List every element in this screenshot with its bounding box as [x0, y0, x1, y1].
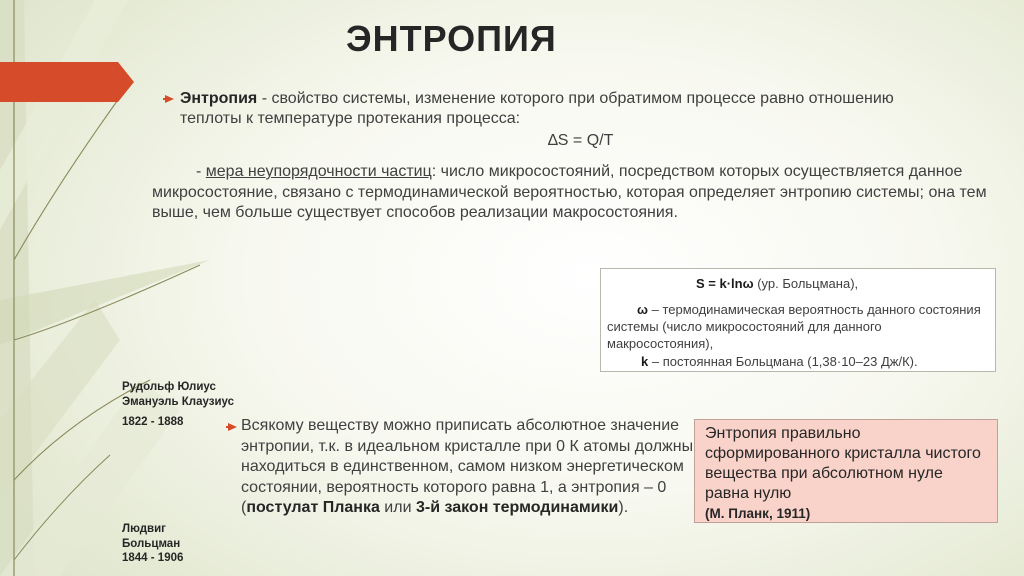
person-name: Людвиг Больцман	[122, 523, 181, 550]
boltzmann-formula: S = k·lnω	[696, 276, 754, 291]
person-years: 1844 - 1906	[122, 552, 184, 564]
arrow-bullet-icon	[165, 95, 174, 103]
planck-text: Всякому веществу можно приписать абсолютное значение энтропии, т.к. в идеальном кристалле при 0 К атомы должны находиться в единственном, самом низком энергетическом состоянии, вероятность которого равна 1, а энтропия – 0 (	[241, 417, 694, 516]
second-meaning-underlined: мера неупорядочности частиц	[205, 163, 432, 180]
boltzmann-equation-box	[600, 268, 996, 372]
planck-citation: (М. Планк, 1911)	[705, 506, 811, 521]
k-symbol: k	[641, 354, 649, 369]
third-law-term: 3-й закон термодинамики	[415, 499, 619, 516]
planck-end: ).	[618, 499, 629, 516]
definition-term: Энтропия	[180, 90, 258, 107]
boltzmann-formula-caption: (ур. Больцмана),	[753, 276, 859, 291]
k-text: – постоянная Больцмана (1,38·10–23 Дж/К).	[648, 354, 918, 369]
arrow-bullet-icon	[228, 423, 237, 431]
planck-postulate-paragraph	[241, 416, 701, 519]
boltzmann-formula-line	[696, 275, 858, 292]
planck-statement: Энтропия правильно сформированного кристалла чистого вещества при абсолютном нуле равна нулю	[705, 425, 981, 502]
second-meaning-text: : число микросостояний, посредством которых осуществляется данное микросостояние, связано с термодинамической вероятностью, которая определяет энтропию системы; она тем выше, чем больше существует способов реализации макросостояния.	[152, 163, 987, 221]
planck-connector: или	[379, 499, 416, 516]
person-name: Рудольф Юлиус Эмануэль Клаузиус	[122, 381, 235, 408]
planck-statement-box	[694, 419, 998, 523]
omega-text: – термодинамическая вероятность данного состояния системы (число микросостояний для данного макросостояния),	[607, 302, 981, 351]
definition-text: - свойство системы, изменение которого при обратимом процессе равно отношению теплоты к температуре протекания процесса:	[180, 90, 894, 127]
person-years: 1822 - 1888	[122, 416, 184, 428]
person-clausius	[122, 380, 237, 430]
definition-paragraph	[180, 89, 940, 129]
entropy-formula: ∆S = Q/T	[548, 132, 614, 149]
k-definition	[641, 353, 918, 370]
page-title: ЭНТРОПИЯ	[346, 18, 557, 59]
second-meaning-prefix: -	[196, 163, 206, 180]
planck-postulate-term: постулат Планка	[246, 499, 380, 516]
omega-symbol: ω	[637, 302, 648, 317]
omega-definition	[607, 301, 991, 352]
second-meaning-paragraph	[152, 162, 1002, 224]
person-boltzmann	[122, 522, 192, 566]
